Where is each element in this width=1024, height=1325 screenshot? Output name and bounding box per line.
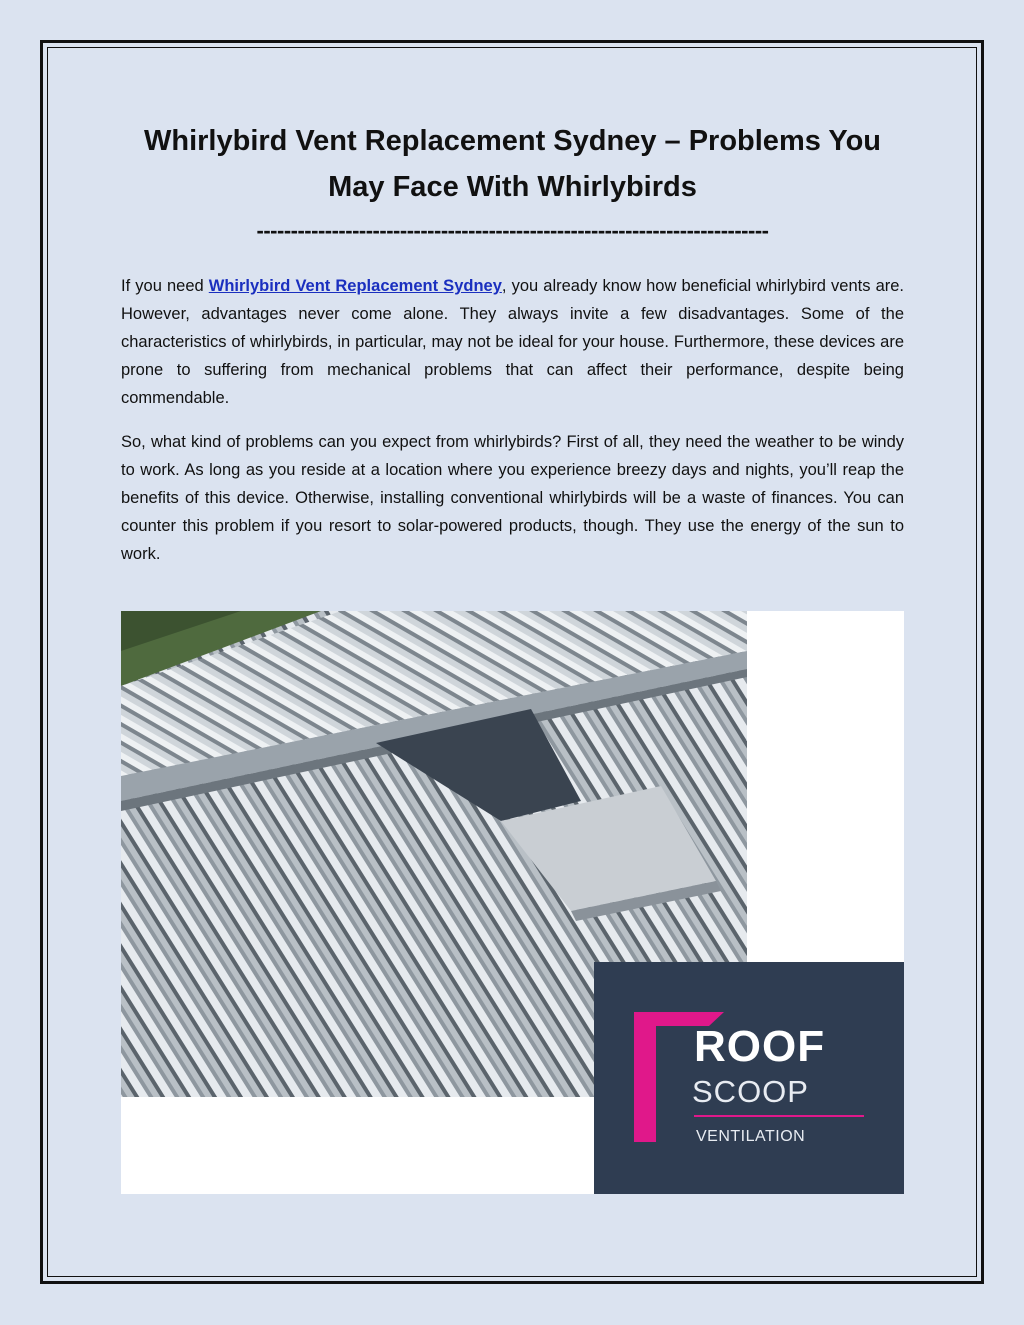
roof-scoop-logo [594,962,904,1194]
paragraph-1-prefix: If you need [121,277,209,295]
separator-line: --------------------------------------------------------------------------- [256,218,769,243]
logo-divider [694,1115,864,1117]
title-line-2: May Face With Whirlybirds [328,171,697,203]
logo-ventilation-text: VENTILATION [696,1128,806,1145]
whirlybird-replacement-link[interactable]: Whirlybird Vent Replacement Sydney [208,277,502,295]
paragraph-1 [121,272,904,412]
roof-photo-figure [121,611,904,1194]
logo-roof-text: ROOF [694,1022,826,1071]
document-title [121,118,904,210]
paragraph-2: So, what kind of problems can you expect from whirlybirds? First of all, they need the weather to be windy to work. As long as you reside at a location where you experience breezy days and nights, you’ll reap the benefits of this device. Otherwise, installing conventional whirlybirds will be a waste of finances. You can counter this problem if you resort to solar-powered products, though. They use the energy of the sun to work. [121,433,904,563]
paragraph-1-suffix: , you already know how beneficial whirlybird vents are. However, advantages never come alone. They always invite a few disadvantages. Some of the characteristics of whirlybirds, in particular, may not be ideal for your house. Furthermore, these devices are prone to suffering from mechanical problems that can affect their performance, despite being commendable. [121,277,905,407]
title-line-1: Whirlybird Vent Replacement Sydney – Problems You [143,125,882,157]
document-body [121,118,904,568]
logo-scoop-text: SCOOP [692,1074,809,1109]
